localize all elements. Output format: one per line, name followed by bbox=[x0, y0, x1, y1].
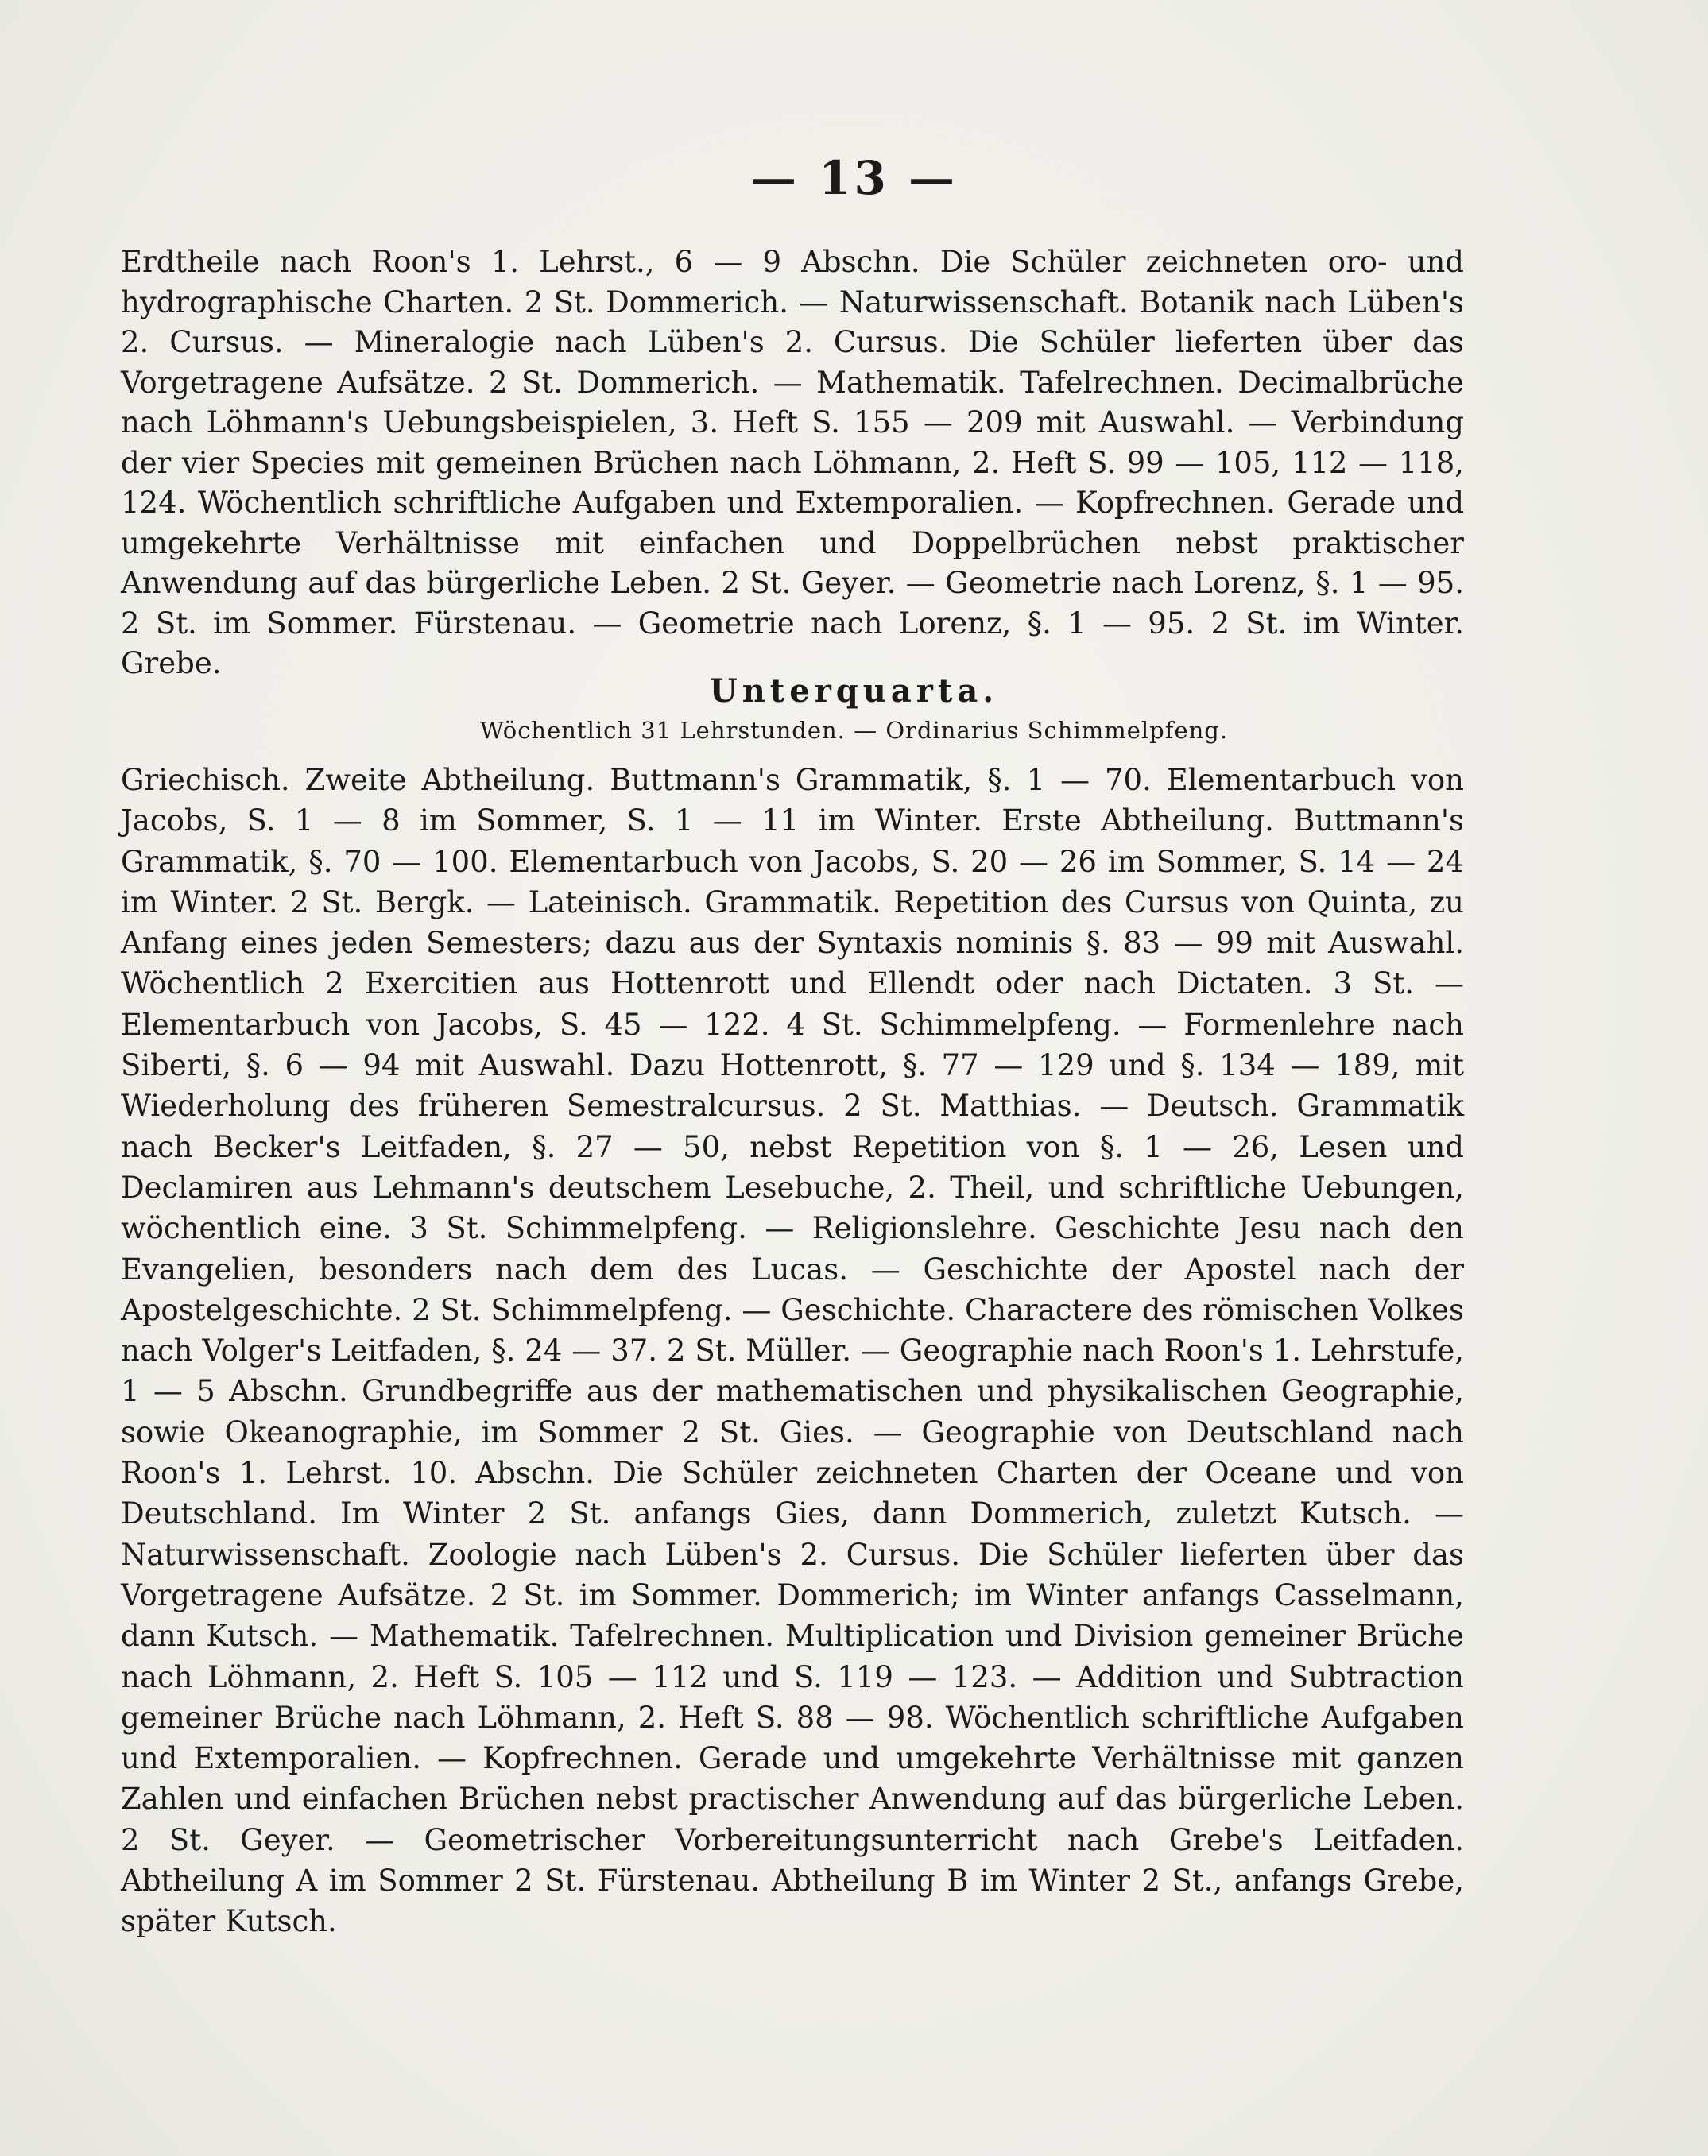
text-block-unterquarta bbox=[121, 760, 1464, 1942]
paragraph: Griechisch. Zweite Abtheilung. Buttmann's Grammatik, §. 1 — 70. Elementarbuch von Jacobs, S. 1 — 8 im Sommer, S. 1 — 11 im Winter. Erste Abtheilung. Buttmann's Grammatik, §. 70 — 100. Elementarbuch von Jacobs, S. 20 — 26 im Sommer, S. 14 — 24 im Winter. 2 St. Bergk. — Lateinisch. Grammatik. Repetition des Cursus von Quinta, zu Anfang eines jeden Semesters; dazu aus der Syntaxis nominis §. 83 — 99 mit Auswahl. Wöchentlich 2 Exercitien aus Hottenrott und Ellendt oder nach Dictaten. 3 St. — Elementarbuch von Jacobs, S. 45 — 122. 4 St. Schimmelpfeng. — Formenlehre nach Siberti, §. 6 — 94 mit Auswahl. Dazu Hottenrott, §. 77 — 129 und §. 134 — 189, mit Wiederholung des früheren Semestralcursus. 2 St. Matthias. — Deutsch. Grammatik nach Becker's Leitfaden, §. 27 — 50, nebst Repetition von §. 1 — 26, Lesen und Declamiren aus Lehmann's deutschem Lesebuche, 2. Theil, und schriftliche Uebungen, wöchentlich eine. 3 St. Schimmelpfeng. — Religionslehre. Geschichte Jesu nach den Evangelien, besonders nach dem des Lucas. — Geschichte der Apostel nach der Apostelgeschichte. 2 St. Schimmelpfeng. — Geschichte. Charactere des römischen Volkes nach Volger's Leitfaden, §. 24 — 37. 2 St. Müller. — Geographie nach Roon's 1. Lehrstufe, 1 — 5 Abschn. Grundbegriffe aus der mathematischen und physikalischen Geographie, sowie Okeanographie, im Sommer 2 St. Gies. — Geographie von Deutschland nach Roon's 1. Lehrst. 10. Abschn. Die Schüler zeichneten Charten der Oceane und von Deutschland. Im Winter 2 St. anfangs Gies, dann Dommerich, zuletzt Kutsch. — Naturwissenschaft. Zoologie nach Lüben's 2. Cursus. Die Schüler lieferten über das Vorgetragene Aufsätze. 2 St. im Sommer. Dommerich; im Winter anfangs Casselmann, dann Kutsch. — Mathematik. Tafelrechnen. Multiplication und Division gemeiner Brüche nach Löhmann, 2. Heft S. 105 — 112 und S. 119 — 123. — Addition und Subtraction gemeiner Brüche nach Löhmann, 2. Heft S. 88 — 98. Wöchentlich schriftliche Aufgaben und Extemporalien. — Kopfrechnen. Gerade und umgekehrte Verhältnisse mit ganzen Zahlen und einfachen Brüchen nebst practischer Anwendung auf das bürgerliche Leben. 2 St. Geyer. — Geometrischer Vorbereitungsunterricht nach Grebe's Leitfaden. Abtheilung A im Sommer 2 St. Fürstenau. Abtheilung B im Winter 2 St., anfangs Grebe, später Kutsch. bbox=[121, 763, 1464, 1939]
section-subheading: Wöchentlich 31 Lehrstunden. — Ordinarius Schimmelpfeng. bbox=[479, 717, 1229, 744]
paragraph: Erdtheile nach Roon's 1. Lehrst., 6 — 9 Abschn. Die Schüler zeichneten oro- und hydrographische Charten. 2 St. Dommerich. — Naturwissenschaft. Botanik nach Lüben's 2. Cursus. — Mineralogie nach Lüben's 2. Cursus. Die Schüler lieferten über das Vorgetragene Aufsätze. 2 St. Dommerich. — Mathematik. Tafelrechnen. Decimalbrüche nach Löhmann's Uebungsbeispielen, 3. Heft S. 155 — 209 mit Auswahl. — Verbindung der vier Species mit gemeinen Brüchen nach Löhmann, 2. Heft S. 99 — 105, 112 — 118, 124. Wöchentlich schriftliche Aufgaben und Extemporalien. — Kopfrechnen. Gerade und umgekehrte Verhältnisse mit einfachen und Doppelbrüchen nebst praktischer Anwendung auf das bürgerliche Leben. 2 St. Geyer. — Geometrie nach Lorenz, §. 1 — 95. 2 St. im Sommer. Fürstenau. — Geometrie nach Lorenz, §. 1 — 95. 2 St. im Winter. Grebe. bbox=[121, 245, 1464, 680]
page-number: — 13 — bbox=[749, 151, 959, 205]
section-heading: Unterquarta. bbox=[709, 672, 999, 710]
text-block-continued bbox=[121, 242, 1464, 684]
